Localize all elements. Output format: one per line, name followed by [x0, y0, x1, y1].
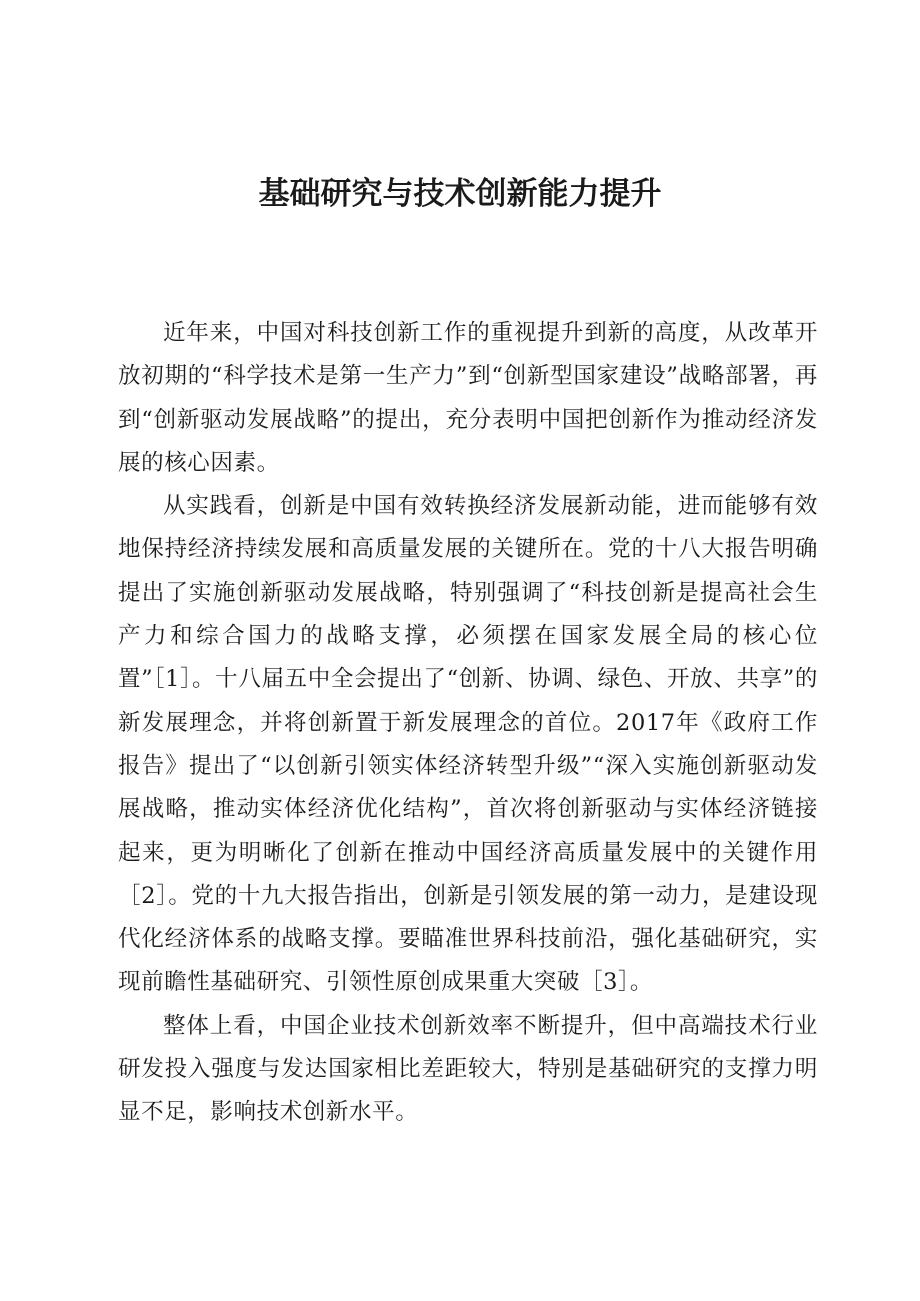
paragraph-2: 从实践看，创新是中国有效转换经济发展新动能，进而能够有效地保持经济持续发展和高质量发展的关键所在。党的十八大报告明确提出了实施创新驱动发展战略，特别强调了“科技创新是提高社会生产力和综合国力的战略支撑，必须摆在国家发展全局的核心位置”［1］。十八届五中全会提出了“创新、协调、绿色、开放、共享”的新发展理念，并将创新置于新发展理念的首位。2017年《政府工作报告》提出了“以创新引领实体经济转型升级”“深入实施创新驱动发展战略，推动实体经济优化结构”，首次将创新驱动与实体经济链接起来，更为明晰化了创新在推动中国经济高质量发展中的关键作用［2］。党的十九大报告指出，创新是引领发展的第一动力，是建设现代化经济体系的战略支撑。要瞄准世界科技前沿，强化基础研究，实现前瞻性基础研究、引领性原创成果重大突破［3］。: [118, 493, 818, 996]
document-title: 基础研究与技术创新能力提升: [258, 176, 662, 212]
document-body: [118, 312, 818, 1135]
paragraph-1: 近年来，中国对科技创新工作的重视提升到新的高度，从改革开放初期的“科学技术是第一生产力”到“创新型国家建设”战略部署，再到“创新驱动发展战略”的提出，充分表明中国把创新作为推动经济发展的核心因素。: [118, 320, 818, 476]
paragraph-3: 整体上看，中国企业技术创新效率不断提升，但中高端技术行业研发投入强度与发达国家相比差距较大，特别是基础研究的支撑力明显不足，影响技术创新水平。: [118, 1012, 818, 1126]
